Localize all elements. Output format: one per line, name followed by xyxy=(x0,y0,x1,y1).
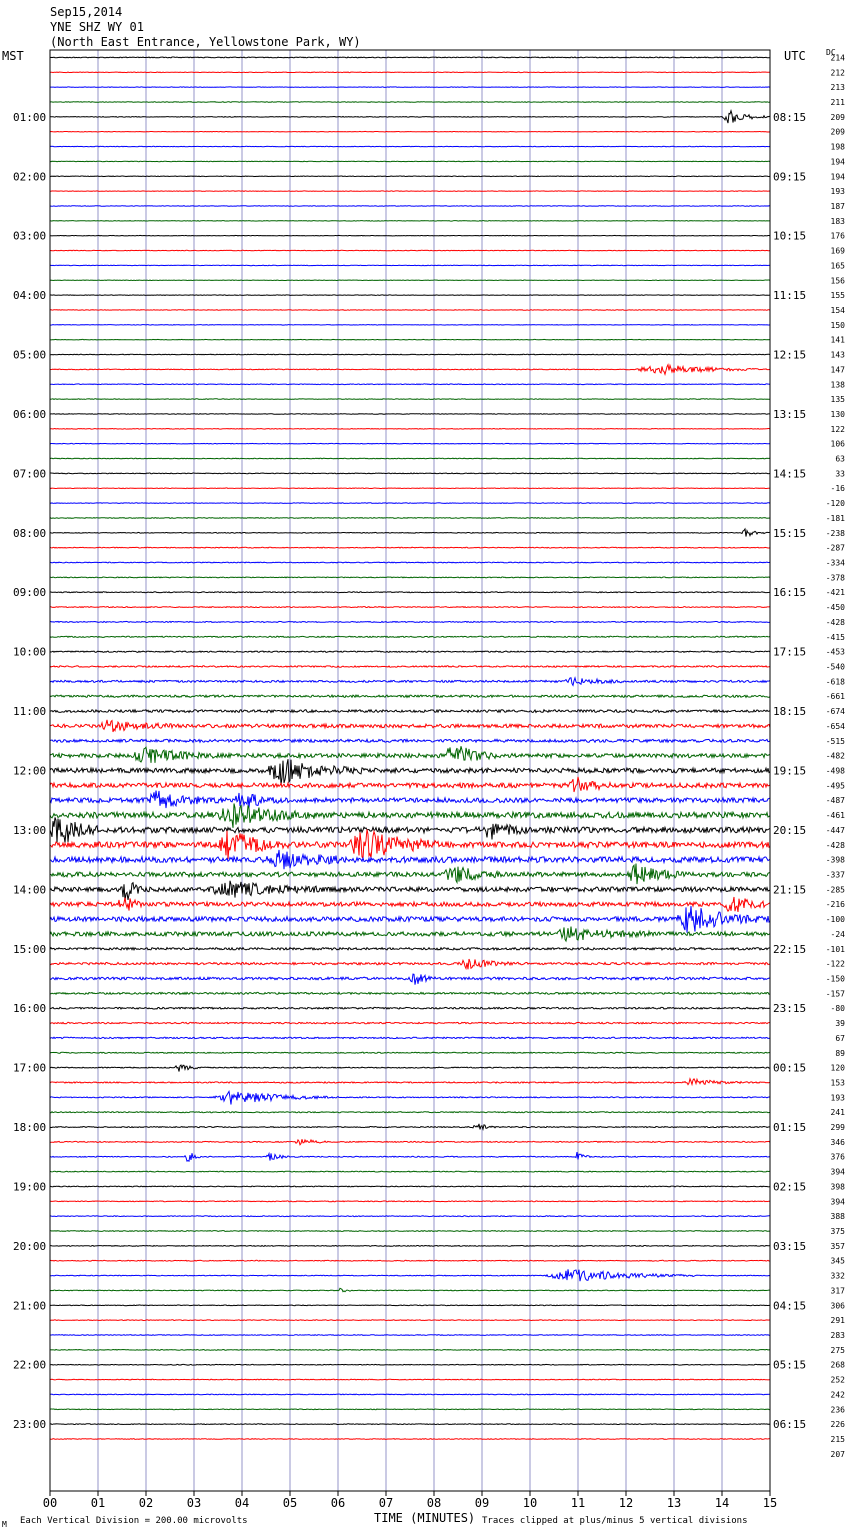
seismic-trace xyxy=(50,265,770,266)
dc-offset-label: -498 xyxy=(825,766,845,776)
dc-offset-label: 63 xyxy=(835,454,845,464)
dc-offset-label: 394 xyxy=(830,1197,845,1207)
dc-offset-label: 275 xyxy=(830,1345,845,1355)
right-hour-label: 14:15 xyxy=(773,467,807,481)
seismic-trace xyxy=(50,1201,770,1202)
dc-offset-label: 194 xyxy=(830,172,845,182)
dc-offset-label: -618 xyxy=(825,677,845,687)
seismic-trace xyxy=(50,562,770,563)
seismic-trace xyxy=(50,1091,770,1104)
seismic-trace xyxy=(50,746,770,763)
x-tick-label: 04 xyxy=(234,1496,250,1510)
seismic-trace xyxy=(50,161,770,162)
dc-offset-label: 226 xyxy=(830,1420,845,1430)
seismic-trace xyxy=(50,547,770,548)
seismic-trace xyxy=(50,1394,770,1395)
dc-offset-label: -515 xyxy=(825,736,845,746)
left-hour-label: 06:00 xyxy=(13,407,47,421)
seismic-trace xyxy=(50,1260,770,1261)
right-hour-label: 16:15 xyxy=(773,586,807,600)
seismic-trace xyxy=(50,791,770,809)
seismic-trace xyxy=(50,1112,770,1113)
right-hour-label: 03:15 xyxy=(773,1239,807,1253)
seismic-trace xyxy=(50,280,770,281)
seismic-trace xyxy=(50,1335,770,1336)
seismic-trace xyxy=(50,365,770,375)
dc-offset-label: 394 xyxy=(830,1167,845,1177)
right-hour-label: 17:15 xyxy=(773,645,807,659)
dc-offset-label: 346 xyxy=(830,1137,845,1147)
seismic-trace xyxy=(50,1269,770,1281)
x-tick-label: 10 xyxy=(522,1496,538,1510)
dc-offset-label: -100 xyxy=(825,915,845,925)
dc-offset-label: 299 xyxy=(830,1123,845,1133)
dc-offset-label: 209 xyxy=(830,112,845,122)
right-hour-label: 08:15 xyxy=(773,110,807,124)
dc-offset-label: -150 xyxy=(825,974,845,984)
right-hour-label: 12:15 xyxy=(773,348,807,362)
dc-offset-label: 67 xyxy=(835,1033,845,1043)
left-axis-label: MST xyxy=(2,49,24,63)
seismic-trace xyxy=(50,221,770,222)
seismic-trace xyxy=(50,592,770,593)
seismic-trace xyxy=(50,1022,770,1024)
x-tick-label: 01 xyxy=(90,1496,106,1510)
dc-offset-label: -181 xyxy=(825,513,845,523)
right-hour-label: 00:15 xyxy=(773,1061,807,1075)
seismic-trace xyxy=(50,720,770,732)
seismic-trace xyxy=(50,621,770,622)
dc-offset-label: -654 xyxy=(825,721,845,731)
seismic-trace xyxy=(50,666,770,667)
seismic-trace xyxy=(50,111,770,123)
seismic-trace xyxy=(50,488,770,489)
dc-offset-label: -120 xyxy=(825,499,845,509)
seismic-trace xyxy=(50,1007,770,1009)
seismic-trace xyxy=(50,1409,770,1410)
seismic-trace xyxy=(50,1288,770,1291)
left-hour-label: 07:00 xyxy=(13,467,47,481)
dc-offset-label: 106 xyxy=(830,439,845,449)
seismic-trace xyxy=(50,87,770,88)
seismic-trace xyxy=(50,529,770,537)
seismic-trace xyxy=(50,310,770,311)
dc-offset-label: 122 xyxy=(830,424,845,434)
dc-offset-label: -487 xyxy=(825,796,845,806)
seismic-trace xyxy=(50,131,770,132)
seismic-trace xyxy=(50,695,770,697)
seismic-trace xyxy=(50,850,770,869)
left-hour-label: 12:00 xyxy=(13,764,47,778)
dc-offset-label: 193 xyxy=(830,187,845,197)
left-hour-label: 18:00 xyxy=(13,1121,47,1135)
x-tick-label: 12 xyxy=(618,1496,634,1510)
dc-offset-label: -495 xyxy=(825,781,845,791)
dc-offset-label: 169 xyxy=(830,246,845,256)
left-hour-label: 03:00 xyxy=(13,229,47,243)
x-tick-label: 13 xyxy=(666,1496,682,1510)
dc-offset-label: 214 xyxy=(830,53,845,63)
dc-offset-label: -540 xyxy=(825,662,845,672)
dc-label: DC xyxy=(826,48,836,57)
right-hour-label: 15:15 xyxy=(773,526,807,540)
seismic-trace xyxy=(50,1065,770,1072)
corner-mark: M xyxy=(2,1520,7,1529)
clip-note: Traces clipped at plus/minus 5 vertical divisions xyxy=(482,1516,748,1526)
dc-offset-label: 194 xyxy=(830,157,845,167)
seismic-trace xyxy=(50,1037,770,1038)
seismic-trace xyxy=(50,384,770,385)
dc-offset-label: -16 xyxy=(830,484,845,494)
seismic-trace xyxy=(50,503,770,504)
seismic-trace xyxy=(50,607,770,608)
seismic-trace xyxy=(50,759,770,785)
right-hour-label: 04:15 xyxy=(773,1299,807,1313)
seismic-trace xyxy=(50,1052,770,1053)
right-hour-label: 21:15 xyxy=(773,883,807,897)
dc-offset-label: -415 xyxy=(825,632,845,642)
seismic-trace xyxy=(50,1079,770,1085)
seismic-trace xyxy=(50,1305,770,1306)
x-tick-label: 14 xyxy=(714,1496,730,1510)
dc-offset-label: 376 xyxy=(830,1152,845,1162)
dc-offset-label: -482 xyxy=(825,751,845,761)
dc-offset-label: 242 xyxy=(830,1390,845,1400)
dc-offset-label: 156 xyxy=(830,276,845,286)
left-hour-label: 19:00 xyxy=(13,1180,47,1194)
seismic-trace xyxy=(50,1124,770,1130)
seismic-trace xyxy=(50,974,770,985)
seismic-trace xyxy=(50,339,770,340)
right-hour-label: 09:15 xyxy=(773,170,807,184)
dc-offset-label: 388 xyxy=(830,1212,845,1222)
dc-offset-label: 375 xyxy=(830,1227,845,1237)
dc-offset-label: 212 xyxy=(830,68,845,78)
seismic-trace xyxy=(50,1379,770,1380)
seismic-trace xyxy=(50,1152,770,1161)
left-hour-label: 09:00 xyxy=(13,586,47,600)
left-hour-label: 21:00 xyxy=(13,1299,47,1313)
seismic-trace xyxy=(50,1364,770,1365)
dc-offset-label: 187 xyxy=(830,201,845,211)
seismic-trace xyxy=(50,399,770,400)
dc-offset-label: -80 xyxy=(830,1004,845,1014)
dc-offset-label: 141 xyxy=(830,335,845,345)
dc-offset-label: -216 xyxy=(825,900,845,910)
seismic-trace xyxy=(50,414,770,415)
left-hour-label: 16:00 xyxy=(13,1002,47,1016)
left-hour-label: 10:00 xyxy=(13,645,47,659)
dc-offset-label: 268 xyxy=(830,1360,845,1370)
seismic-trace xyxy=(50,881,770,901)
seismic-trace xyxy=(50,191,770,192)
right-hour-label: 02:15 xyxy=(773,1180,807,1194)
seismic-trace xyxy=(50,429,770,430)
right-hour-label: 20:15 xyxy=(773,823,807,837)
dc-offset-label: -378 xyxy=(825,573,845,583)
right-hour-label: 06:15 xyxy=(773,1418,807,1432)
seismic-trace xyxy=(50,1350,770,1351)
dc-offset-label: -157 xyxy=(825,989,845,999)
seismic-trace xyxy=(50,927,770,942)
dc-offset-label: -450 xyxy=(825,603,845,613)
seismic-trace xyxy=(50,1186,770,1187)
dc-offset-label: 154 xyxy=(830,305,845,315)
dc-offset-label: -428 xyxy=(825,840,845,850)
left-hour-label: 01:00 xyxy=(13,110,47,124)
left-hour-label: 15:00 xyxy=(13,942,47,956)
seismic-trace xyxy=(50,57,770,58)
dc-offset-label: -101 xyxy=(825,944,845,954)
dc-offset-label: 153 xyxy=(830,1078,845,1088)
dc-offset-label: 183 xyxy=(830,216,845,226)
seismic-trace xyxy=(50,295,770,296)
seismic-trace xyxy=(50,443,770,444)
dc-offset-label: 176 xyxy=(830,231,845,241)
x-tick-label: 02 xyxy=(138,1496,154,1510)
dc-offset-label: 130 xyxy=(830,409,845,419)
dc-offset-label: 332 xyxy=(830,1271,845,1281)
seismic-trace xyxy=(50,250,770,251)
dc-offset-label: -453 xyxy=(825,647,845,657)
dc-offset-label: 209 xyxy=(830,127,845,137)
dc-offset-label: 291 xyxy=(830,1316,845,1326)
header-station: YNE SHZ WY 01 xyxy=(50,20,144,34)
seismic-trace xyxy=(50,473,770,474)
x-tick-label: 03 xyxy=(186,1496,202,1510)
dc-offset-label: 283 xyxy=(830,1331,845,1341)
seismic-trace xyxy=(50,1439,770,1440)
x-tick-label: 05 xyxy=(282,1496,298,1510)
dc-offset-label: 135 xyxy=(830,395,845,405)
dc-offset-label: 198 xyxy=(830,142,845,152)
right-axis-label: UTC xyxy=(784,49,806,63)
dc-offset-label: 138 xyxy=(830,380,845,390)
left-hour-label: 11:00 xyxy=(13,705,47,719)
label-layer xyxy=(13,53,845,1510)
right-hour-label: 11:15 xyxy=(773,289,807,303)
dc-offset-label: -238 xyxy=(825,528,845,538)
left-hour-label: 22:00 xyxy=(13,1358,47,1372)
seismic-trace xyxy=(50,804,770,828)
seismic-trace xyxy=(50,992,770,994)
dc-offset-label: -661 xyxy=(825,692,845,702)
left-hour-label: 02:00 xyxy=(13,170,47,184)
seismic-trace xyxy=(50,206,770,207)
dc-offset-label: -461 xyxy=(825,811,845,821)
seismic-trace xyxy=(50,777,770,792)
dc-offset-label: 317 xyxy=(830,1286,845,1296)
dc-offset-label: 120 xyxy=(830,1063,845,1073)
dc-offset-label: 147 xyxy=(830,365,845,375)
dc-offset-label: 150 xyxy=(830,320,845,330)
left-hour-label: 23:00 xyxy=(13,1418,47,1432)
seismic-trace xyxy=(50,710,770,713)
right-hour-label: 10:15 xyxy=(773,229,807,243)
seismic-trace xyxy=(50,829,770,859)
dc-offset-label: 306 xyxy=(830,1301,845,1311)
seismic-trace xyxy=(50,817,770,843)
dc-offset-label: 211 xyxy=(830,97,845,107)
vertical-division-note: Each Vertical Division = 200.00 microvolts xyxy=(20,1516,248,1526)
right-hour-label: 19:15 xyxy=(773,764,807,778)
header-location: (North East Entrance, Yellowstone Park, WY) xyxy=(50,35,361,49)
left-hour-label: 13:00 xyxy=(13,823,47,837)
dc-offset-label: -674 xyxy=(825,707,845,717)
seismic-trace xyxy=(50,72,770,73)
seismic-trace xyxy=(50,354,770,355)
x-tick-label: 15 xyxy=(762,1496,778,1510)
dc-offset-label: -24 xyxy=(830,929,845,939)
dc-offset-label: 143 xyxy=(830,350,845,360)
dc-offset-label: 33 xyxy=(835,469,845,479)
dc-offset-label: -285 xyxy=(825,885,845,895)
seismic-trace xyxy=(50,102,770,103)
seismic-trace xyxy=(50,1216,770,1217)
dc-offset-label: 193 xyxy=(830,1093,845,1103)
dc-offset-label: -398 xyxy=(825,855,845,865)
dc-offset-label: 398 xyxy=(830,1182,845,1192)
seismic-trace xyxy=(50,959,770,969)
left-hour-label: 04:00 xyxy=(13,289,47,303)
dc-offset-label: 357 xyxy=(830,1241,845,1251)
x-tick-label: 09 xyxy=(474,1496,490,1510)
right-hour-label: 22:15 xyxy=(773,942,807,956)
seismic-trace xyxy=(50,948,770,950)
x-tick-label: 08 xyxy=(426,1496,442,1510)
x-axis-title: TIME (MINUTES) xyxy=(374,1511,476,1525)
right-hour-label: 05:15 xyxy=(773,1358,807,1372)
left-hour-label: 14:00 xyxy=(13,883,47,897)
dc-offset-label: 155 xyxy=(830,291,845,301)
dc-offset-label: 241 xyxy=(830,1108,845,1118)
seismic-trace xyxy=(50,458,770,459)
x-tick-label: 00 xyxy=(42,1496,58,1510)
right-hour-label: 01:15 xyxy=(773,1121,807,1135)
seismic-trace xyxy=(50,678,770,686)
header-date: Sep15,2014 xyxy=(50,5,123,19)
seismic-trace xyxy=(50,1139,770,1145)
dc-offset-label: 207 xyxy=(830,1449,845,1459)
dc-offset-label: 213 xyxy=(830,83,845,93)
dc-offset-label: 345 xyxy=(830,1256,845,1266)
seismic-trace xyxy=(50,235,770,236)
dc-offset-label: -122 xyxy=(825,959,845,969)
x-tick-label: 06 xyxy=(330,1496,346,1510)
dc-offset-label: 252 xyxy=(830,1375,845,1385)
left-hour-label: 20:00 xyxy=(13,1239,47,1253)
left-hour-label: 17:00 xyxy=(13,1061,47,1075)
dc-offset-label: 89 xyxy=(835,1048,845,1058)
dc-offset-label: -447 xyxy=(825,825,845,835)
dc-offset-label: -337 xyxy=(825,870,845,880)
x-tick-label: 11 xyxy=(570,1496,586,1510)
right-hour-label: 13:15 xyxy=(773,407,807,421)
dc-offset-label: 215 xyxy=(830,1435,845,1445)
seismic-trace xyxy=(50,1246,770,1247)
seismic-trace xyxy=(50,864,770,885)
seismic-trace xyxy=(50,325,770,326)
seismic-trace xyxy=(50,1320,770,1321)
left-hour-label: 08:00 xyxy=(13,526,47,540)
dc-offset-label: -287 xyxy=(825,543,845,553)
seismic-trace xyxy=(50,518,770,519)
seismic-trace xyxy=(50,897,770,912)
right-hour-label: 18:15 xyxy=(773,705,807,719)
dc-offset-label: 165 xyxy=(830,261,845,271)
seismic-trace xyxy=(50,1424,770,1425)
dc-offset-label: 236 xyxy=(830,1405,845,1415)
dc-offset-label: -428 xyxy=(825,617,845,627)
seismic-trace xyxy=(50,651,770,652)
trace-layer xyxy=(50,57,770,1439)
seismic-trace xyxy=(50,1171,770,1172)
seismic-trace xyxy=(50,739,770,742)
seismic-trace xyxy=(50,636,770,637)
dc-offset-label: -334 xyxy=(825,558,845,568)
dc-offset-label: -421 xyxy=(825,588,845,598)
seismic-trace xyxy=(50,146,770,147)
seismic-trace xyxy=(50,577,770,578)
seismic-trace xyxy=(50,906,770,933)
dc-offset-label: 39 xyxy=(835,1019,845,1029)
seismic-trace xyxy=(50,1231,770,1232)
left-hour-label: 05:00 xyxy=(13,348,47,362)
seismic-trace xyxy=(50,176,770,177)
right-hour-label: 23:15 xyxy=(773,1002,807,1016)
x-tick-label: 07 xyxy=(378,1496,394,1510)
